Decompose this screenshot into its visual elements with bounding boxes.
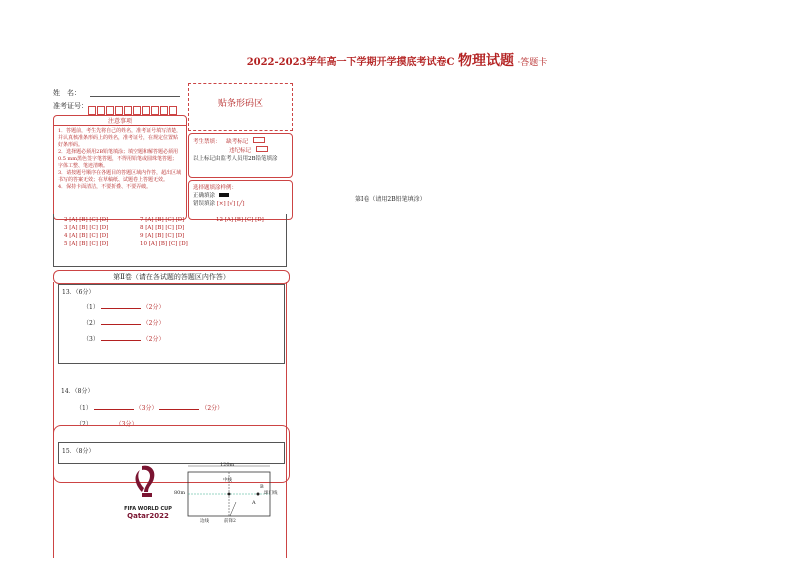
violation-label: 违纪标记 — [229, 148, 252, 154]
mc-row-3-mid[interactable]: 9 [A] [B] [C] [D] — [140, 233, 185, 239]
mc-area — [53, 214, 287, 267]
barcode-label: 贴条形码区 — [217, 99, 263, 109]
mc-row-3-left[interactable]: 4 [A] [B] [C] [D] — [64, 233, 109, 239]
title-suffix: ·答题卡 — [517, 58, 548, 68]
center-point — [228, 493, 231, 496]
notes-heading: 注意事项 — [54, 116, 186, 126]
q15-header-box — [58, 442, 285, 464]
height-label: 80m — [174, 490, 186, 496]
q14-2-num: （2） — [76, 421, 92, 428]
field-diagram — [174, 462, 280, 532]
width-label: 120m — [220, 462, 235, 468]
fill-example-label: 选择题填涂样例： — [193, 185, 238, 191]
q13-1-score: （2分） — [142, 304, 165, 311]
mc-row-4-mid[interactable]: 10 [A] [B] [C] [D] — [140, 241, 188, 247]
note-item-1: 1．答题前，考生先将自己的姓名，准考证号填写清楚，并认真核准条形码上的姓名，准考证号，在规定位置贴好条形码。 — [58, 128, 182, 148]
q14-1-score-a: （3分） — [135, 405, 158, 412]
q14-1-answer-a[interactable] — [94, 409, 134, 410]
q13-3-score: （2分） — [142, 336, 165, 343]
q14-1-score-b: （2分） — [201, 405, 224, 412]
fill-correct-label: 正确填涂 — [193, 193, 216, 199]
barcode-area — [188, 83, 293, 131]
logo-line-2: Qatar2022 — [127, 512, 169, 520]
side-label: 边线 — [200, 519, 209, 524]
logo-line-1: FIFA WORLD CUP — [124, 506, 172, 512]
q14-1-answer-b[interactable] — [159, 409, 199, 410]
status-box — [188, 133, 293, 178]
q13-2-answer[interactable] — [101, 324, 141, 325]
point-b-label: B — [260, 484, 264, 490]
q13-2-score: （2分） — [142, 320, 165, 327]
mc-row-1-right[interactable]: 12 [A] [B] [C] [D] — [216, 217, 264, 223]
point-a-label: A — [252, 500, 256, 506]
status-note: 以上标记由监考人员用2B铅笔填涂 — [193, 156, 278, 162]
absent-label: 缺考标记 — [226, 139, 249, 145]
goal-label: 球门线 — [264, 491, 278, 496]
name-label: 姓 名： — [53, 89, 81, 97]
exam-no-label: 准考证号： — [53, 102, 88, 110]
point-b — [257, 493, 260, 496]
mc-row-1-mid[interactable]: 7 [A] [B] [C] [D] — [140, 217, 185, 223]
fill-wrong-label: 错误填涂 — [193, 201, 216, 207]
q13-3-num: （3） — [83, 336, 99, 343]
title-prefix: 2022-2023学年高一下学期开学摸底考试卷C — [246, 57, 455, 68]
note-item-2: 2．选择题必须用2B铅笔填涂；填空题和解答题必须用0.5 mm黑色签字笔答题，不得用铅笔或圆珠笔答题；字体工整、笔迹清晰。 — [58, 149, 179, 169]
player-path — [230, 502, 236, 516]
world-cup-logo — [120, 462, 176, 522]
trophy-icon — [120, 462, 176, 502]
page-title — [0, 50, 794, 70]
part2-label: 第Ⅱ卷（请在各试题的答题区内作答） — [53, 270, 290, 284]
part1-label: 第Ⅰ卷（请用2B铅笔填涂） — [355, 196, 426, 203]
q14-label: 14．（8分） — [61, 388, 94, 395]
q13-1-answer[interactable] — [101, 308, 141, 309]
center-label: 中线 — [223, 478, 232, 483]
q13-label: 13．（6分） — [62, 289, 95, 296]
violation-mark[interactable] — [256, 146, 268, 152]
fill-correct-sample — [219, 193, 229, 197]
q15-label: 15．（8分） — [62, 448, 95, 455]
q13-box — [58, 284, 285, 364]
q14-1-num: （1） — [76, 405, 92, 412]
player-label: 前锋2 — [224, 519, 236, 524]
status-label: 考生禁填： — [193, 139, 221, 145]
note-item-4: 4．保持卡面清洁，不要折叠、不要弄破。 — [58, 184, 152, 190]
notes-box — [53, 115, 187, 220]
q13-1-num: （1） — [83, 304, 99, 311]
mc-row-2-mid[interactable]: 8 [A] [B] [C] [D] — [140, 225, 185, 231]
mc-row-4-left[interactable]: 5 [A] [B] [C] [D] — [64, 241, 109, 247]
fill-wrong-marks: [×] [√] [╱] — [216, 201, 245, 207]
q13-2-num: （2） — [83, 320, 99, 327]
mc-row-1-left[interactable]: 2 [A] [B] [C] [D] — [64, 217, 109, 223]
absent-mark[interactable] — [253, 137, 265, 143]
q14-2-score: （3分） — [115, 421, 138, 428]
name-field[interactable] — [90, 96, 180, 97]
note-item-3: 3．请按题号顺序在各题目的答题区域内作答，超出区域书写的答案无效；在草稿纸、试题卷上答题无效。 — [58, 170, 182, 183]
q13-3-answer[interactable] — [101, 340, 141, 341]
title-subject: 物理试题 — [457, 53, 514, 69]
mc-row-2-left[interactable]: 3 [A] [B] [C] [D] — [64, 225, 109, 231]
